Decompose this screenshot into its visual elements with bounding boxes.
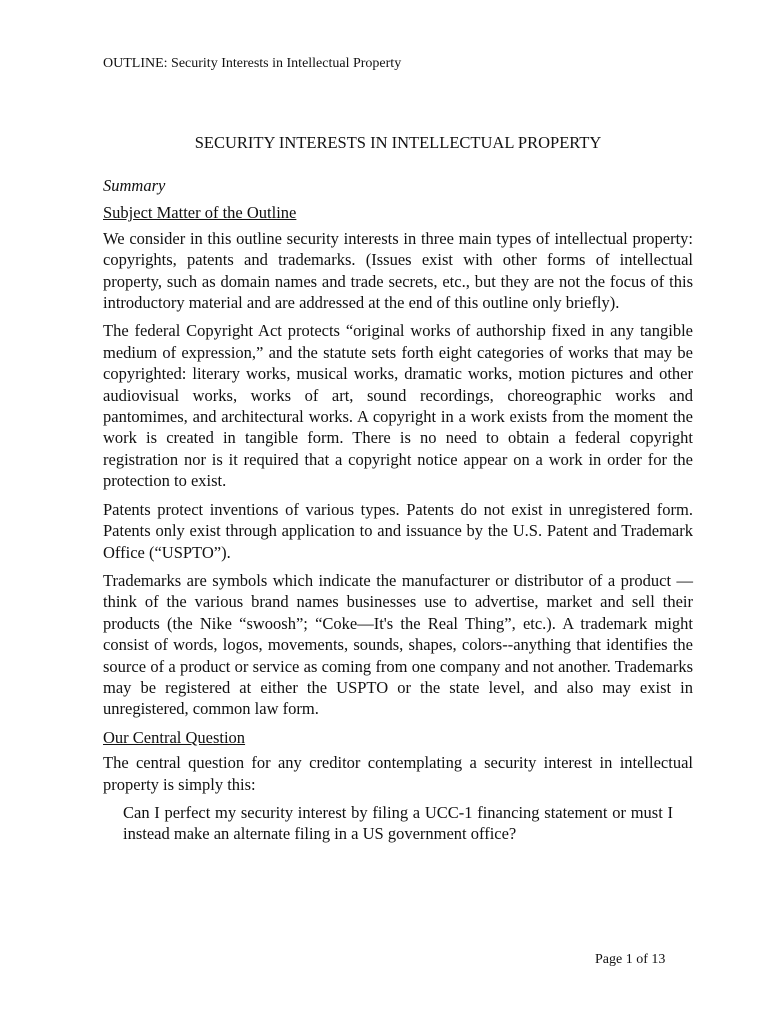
page-number: Page 1 of 13 (595, 952, 666, 967)
central-question-quote: Can I perfect my security interest by filing a UCC-1 financing statement or must I instead make an alternate filing in a US government office? (123, 802, 673, 844)
document-title: SECURITY INTERESTS IN INTELLECTUAL PROPERTY (194, 133, 602, 152)
section-heading-central-question: Our Central Question (103, 727, 246, 747)
section-heading-subject-matter: Subject Matter of the Outline (103, 203, 297, 223)
summary-heading: Summary (103, 176, 166, 195)
document-body (103, 175, 693, 845)
paragraph-intro: We consider in this outline security interests in three main types of intellectual property: copyrights, patents and trademarks. (Issues exist with other forms of intellectual property, such as domain names and trade secrets, etc., but they are not the focus of this introductory material and are addressed at the end of this outline only briefly). (103, 228, 693, 313)
paragraph-patents: Patents protect inventions of various types. Patents do not exist in unregistered form. Patents only exist through application to and issuance by the U.S. Patent and Trademark Office (“USPTO”). (103, 499, 693, 562)
paragraph-central: The central question for any creditor contemplating a security interest in intellectual property is simply this: (103, 753, 693, 794)
paragraph-copyright: The federal Copyright Act protects “original works of authorship fixed in any tangible medium of expression,” and the statute sets forth eight categories of works that may be copyrighted: literary works, musical works, dramatic works, motion pictures and other audiovisual works, works of art, sound recordings, choreographic works and pantomimes, and architectural works. A copyright in a work exists from the moment the work is created in tangible form. There is no need to obtain a federal copyright registration nor is it required that a copyright notice appear on a work in order for the protection to exist. (103, 321, 693, 491)
running-header: OUTLINE: Security Interests in Intellectual Property (103, 56, 402, 71)
paragraph-trademarks: Trademarks are symbols which indicate the manufacturer or distributor of a product —think of the various brand names businesses use to advertise, market and sell their products (the Nike “swoosh”; “Coke—It's the Real Thing”, etc.). A trademark might consist of words, logos, movements, sounds, shapes, colors--anything that identifies the source of a product or service as coming from one company and not another. Trademarks may be registered at either the USPTO or the state level, and also may exist in unregistered, common law form. (103, 570, 693, 719)
